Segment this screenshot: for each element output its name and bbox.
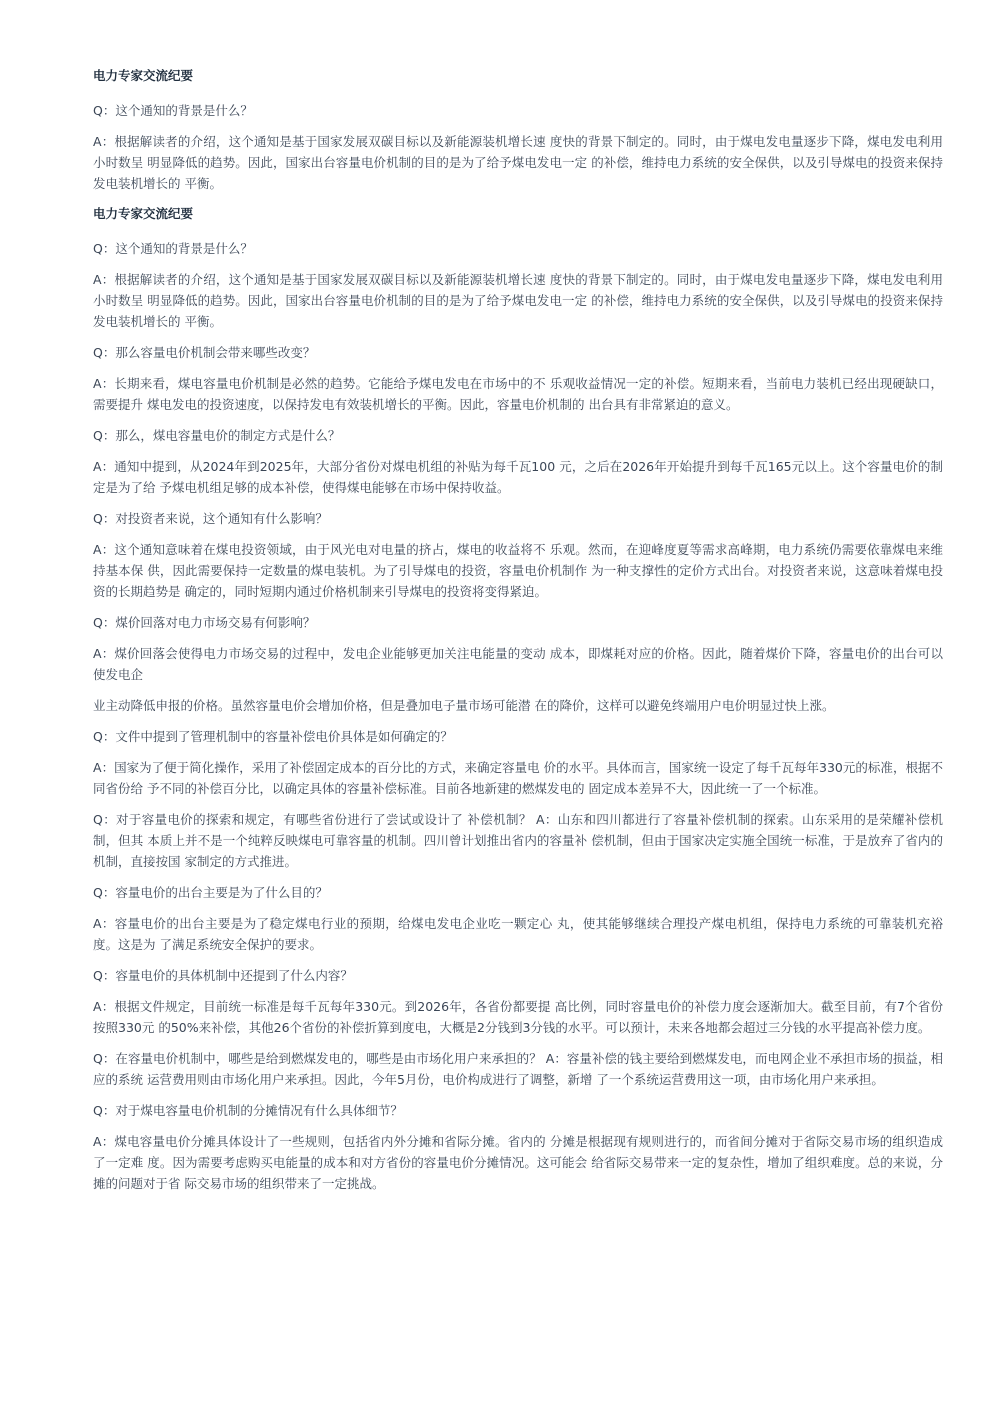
answer-paragraph: A：根据解读者的介绍，这个通知是基于国家发展双碳目标以及新能源装机增长速 度快的背景下制定的。同时，由于煤电发电量逐步下降，煤电发电利用小时数呈 明显降低的趋势。因此，国家出台容量电价机制的目的是为了给予煤电发电一定 的补偿，维持电力系统的安全保供，以及引导煤电的投资来保持发电装机增长的 平衡。: [93, 134, 943, 191]
question-paragraph: Q：文件中提到了管理机制中的容量补偿电价具体是如何确定的？: [93, 729, 453, 744]
qa-paragraph: Q：在容量电价机制中，哪些是给到燃煤发电的，哪些是由市场化用户来承担的？ A：容量补偿的钱主要给到燃煤发电，而电网企业不承担市场的损益，相应的系统 运营费用则由市场化用户来承担。因此，今年5月份，电价构成进行了调整，新增 了一个系统运营费用这一项，由市场化用户来承担。: [93, 1051, 943, 1087]
answer-paragraph: A：煤电容量电价分摊具体设计了一些规则，包括省内外分摊和省际分摊。省内的 分摊是根据现有规则进行的，而省间分摊对于省际交易市场的组织造成了一定难 度。因为需要考虑购买电能量的成本和对方省份的容量电价分摊情况。这可能会 给省际交易带来一定的复杂性，增加了组织难度。总的来说，分摊的问题对于省 际交易市场的组织带来了一定挑战。: [93, 1134, 943, 1191]
answer-paragraph: A：长期来看，煤电容量电价机制是必然的趋势。它能给予煤电发电在市场中的不 乐观收益情况一定的补偿。短期来看，当前电力装机已经出现硬缺口，需要提升 煤电发电的投资速度，以保持发电有效装机增长的平衡。因此，容量电价机制的 出台具有非常紧迫的意义。: [93, 376, 943, 412]
answer-paragraph: A：根据解读者的介绍，这个通知是基于国家发展双碳目标以及新能源装机增长速 度快的背景下制定的。同时，由于煤电发电量逐步下降，煤电发电利用小时数呈 明显降低的趋势。因此，国家出台容量电价机制的目的是为了给予煤电发电一定 的补偿，维持电力系统的安全保供，以及引导煤电的投资来保持发电装机增长的 平衡。: [93, 272, 943, 329]
answer-paragraph: A：根据文件规定，目前统一标准是每千瓦每年330元。到2026年，各省份都要提 高比例，同时容量电价的补偿力度会逐渐加大。截至目前，有7个省份按照330元 的50%来补偿，其他26个省份的补偿折算到度电，大概是2分钱到3分钱的水平。可以预计，未来各地都会超过三分钱的水平提高补偿力度。: [93, 999, 943, 1035]
question-paragraph: Q：那么，煤电容量电价的制定方式是什么？: [93, 428, 341, 443]
section-heading: 电力专家交流纪要: [93, 206, 194, 221]
answer-paragraph: A：煤价回落会使得电力市场交易的过程中，发电企业能够更加关注电能量的变动 成本，即煤耗对应的价格。因此，随着煤价下降，容量电价的出台可以使发电企: [93, 646, 943, 682]
question-paragraph: Q：这个通知的背景是什么？: [93, 241, 253, 256]
answer-paragraph: A：通知中提到，从2024年到2025年，大部分省份对煤电机组的补贴为每千瓦100 元，之后在2026年开始提升到每千瓦165元以上。这个容量电价的制定是为了给 予煤电机组足够的成本补偿，使得煤电能够在市场中保持收益。: [93, 459, 943, 495]
section-heading: 电力专家交流纪要: [93, 68, 194, 83]
answer-paragraph: A：这个通知意味着在煤电投资领域，由于风光电对电量的挤占，煤电的收益将不 乐观。然而，在迎峰度夏等需求高峰期，电力系统仍需要依靠煤电来维持基本保 供，因此需要保持一定数量的煤电装机。为了引导煤电的投资，容量电价机制作 为一种支撑性的定价方式出台。对投资者来说，这意味着煤电投资的长期趋势是 确定的，同时短期内通过价格机制来引导煤电的投资将变得紧迫。: [93, 542, 943, 599]
qa-paragraph: Q：对于容量电价的探索和规定，有哪些省份进行了尝试或设计了 补偿机制？ A：山东和四川都进行了容量补偿机制的探索。山东采用的是荣耀补偿机制，但其 本质上并不是一个纯粹反映煤电可靠容量的机制。四川曾计划推出省内的容量补 偿机制，但由于国家决定实施全国统一标准，于是放弃了省内的机制，直接按国 家制定的方式推进。: [93, 812, 943, 869]
answer-paragraph: A：国家为了便于简化操作，采用了补偿固定成本的百分比的方式，来确定容量电 价的水平。具体而言，国家统一设定了每千瓦每年330元的标准，根据不同省份给 予不同的补偿百分比，以确定具体的容量补偿标准。目前各地新建的燃煤发电的 固定成本差异不大，因此统一了一个标准。: [93, 760, 943, 796]
answer-continuation-paragraph: 业主动降低申报的价格。虽然容量电价会增加价格，但是叠加电子量市场可能潜 在的降价，这样可以避免终端用户电价明显过快上涨。: [93, 698, 835, 713]
question-paragraph: Q：对投资者来说，这个通知有什么影响？: [93, 511, 328, 526]
document-page: [93, 66, 943, 1204]
question-paragraph: Q：煤价回落对电力市场交易有何影响？: [93, 615, 316, 630]
question-paragraph: Q：这个通知的背景是什么？: [93, 103, 253, 118]
question-paragraph: Q：容量电价的具体机制中还提到了什么内容？: [93, 968, 353, 983]
question-paragraph: Q：那么容量电价机制会带来哪些改变？: [93, 345, 316, 360]
answer-paragraph: A：容量电价的出台主要是为了稳定煤电行业的预期，给煤电发电企业吃一颗定心 丸，使其能够继续合理投产煤电机组，保持电力系统的可靠装机充裕度。这是为 了满足系统安全保护的要求。: [93, 916, 943, 952]
question-paragraph: Q：对于煤电容量电价机制的分摊情况有什么具体细节？: [93, 1103, 403, 1118]
question-paragraph: Q：容量电价的出台主要是为了什么目的？: [93, 885, 328, 900]
section-1: [93, 66, 943, 194]
section-2: [93, 204, 943, 1194]
